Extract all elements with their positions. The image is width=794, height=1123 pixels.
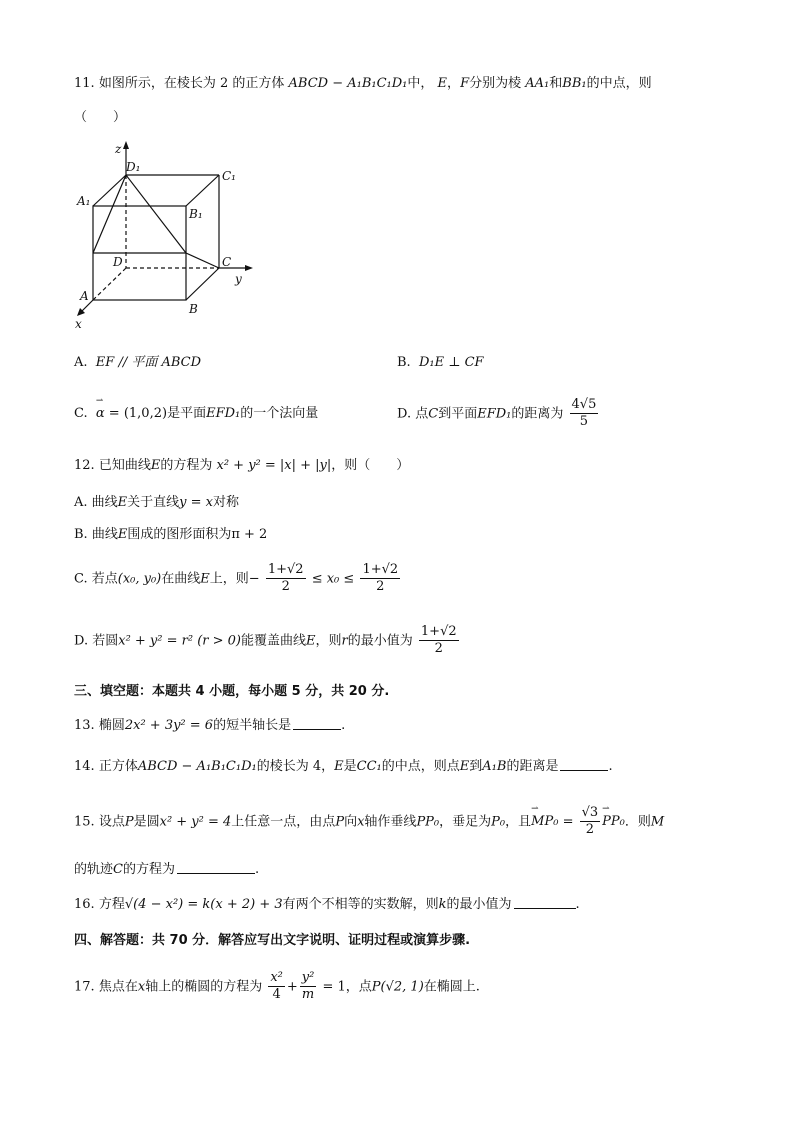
q12-e: E	[150, 458, 161, 473]
q12-d-num: 1+√2	[419, 624, 459, 641]
q15-text-7: ，且	[505, 814, 532, 830]
label-b1: B₁	[189, 207, 203, 221]
option-d-text-3: 的距离为	[511, 406, 564, 422]
q17-f1-num: x²	[268, 970, 285, 987]
label-a1: A₁	[77, 194, 91, 208]
q17	[74, 970, 480, 1004]
q14-end: .	[608, 759, 613, 774]
q16-number: 16.	[74, 897, 95, 912]
option-b-label: B.	[397, 355, 411, 370]
q14-text-4: 的中点，则点	[381, 759, 460, 774]
q12-b-value: π + 2	[231, 527, 268, 542]
label-z: z	[115, 142, 122, 156]
q13-text-1: 椭圆	[98, 718, 125, 733]
q14-text-5: 到	[469, 759, 483, 774]
q12-b-text: B. 曲线	[74, 527, 118, 542]
q13-number: 13.	[74, 718, 95, 733]
q12-b-e: E	[117, 527, 128, 542]
q12-a-text-3: 对称	[213, 495, 240, 510]
q16-end: .	[575, 897, 580, 912]
q17-text-2: 轴上的椭圆的方程为	[145, 979, 263, 995]
q11-cube: ABCD − A₁B₁C₁D₁	[288, 76, 408, 91]
q12-option-d	[74, 624, 461, 658]
section-4-heading: 四、解答题：共 70 分．解答应写出文字说明、证明过程或演算步骤.	[74, 933, 471, 948]
q11-paren: （ ）	[74, 110, 127, 125]
q14-number: 14.	[74, 759, 95, 774]
q15-mp0-vector: ⇀ MP₀	[531, 814, 558, 830]
q12-text-1: 已知曲线	[98, 458, 151, 473]
q17-text-1: 焦点在	[98, 979, 138, 995]
q12-d-text-2: 能覆盖曲线	[241, 633, 307, 649]
q11-option-b	[397, 355, 484, 371]
q12-stem	[74, 458, 409, 474]
q12-c-num-2: 1+√2	[360, 562, 400, 579]
option-d-text-2: 到平面	[438, 406, 478, 422]
cube-figure	[70, 138, 260, 334]
q14-text-3: 是	[343, 759, 357, 774]
q12-a-text-2: 关于直线	[127, 495, 180, 510]
q15-p: P	[124, 814, 134, 830]
label-c1: C₁	[222, 169, 236, 183]
label-a: A	[80, 289, 89, 303]
q12-a-line: y = x	[179, 495, 214, 510]
q12-c-middle: ≤ x₀ ≤	[311, 571, 355, 587]
q12-d-fraction	[419, 624, 459, 658]
option-c-label: C.	[74, 406, 88, 421]
q14-text-1: 正方体	[98, 759, 138, 774]
z-arrow-icon	[123, 141, 129, 149]
option-d-den: 5	[579, 414, 589, 430]
q14-cc1: CC₁	[356, 759, 382, 774]
q13-end: .	[341, 718, 346, 733]
q15-equation: x² + y² = 4	[159, 814, 232, 830]
label-d: D	[113, 255, 123, 269]
option-a-text: EF // 平面	[95, 355, 158, 370]
q12-option-c	[74, 562, 402, 596]
option-c-vector: = (1,0,2)	[104, 406, 168, 421]
q14-e2: E	[459, 759, 470, 774]
q15-equals: =	[558, 814, 578, 830]
q17-f1-den: 4	[272, 987, 281, 1003]
label-d1: D₁	[126, 160, 141, 174]
q17-number: 17.	[74, 979, 95, 995]
q15-frac-num: √3	[580, 805, 601, 822]
q12-equation: x² + y² = |x| + |y|	[216, 458, 332, 473]
q12-text-3: ，则（ ）	[331, 458, 410, 473]
q14-text-6: 的距离是	[506, 759, 559, 774]
q11-text-3: 分别为棱	[469, 76, 522, 91]
q12-d-text: D. 若圆	[74, 633, 119, 649]
q11-and: 和	[549, 76, 563, 91]
q16-text-2: 有两个不相等的实数解，则	[282, 897, 439, 912]
section-3-heading: 三、填空题：本题共 4 小题，每小题 5 分，共 20 分.	[74, 684, 390, 699]
q15-text-2: 是圆	[133, 814, 160, 830]
q16	[74, 896, 580, 913]
q15-text-4: 向	[344, 814, 358, 830]
option-c-plane: EFD₁	[206, 406, 241, 421]
label-x: x	[75, 317, 82, 331]
q12-d-den: 2	[434, 641, 443, 657]
q12-d-equation: x² + y² = r² (r > 0)	[118, 633, 241, 649]
option-d-num: 4√5	[570, 397, 599, 414]
q11-text-2: 中，	[407, 76, 434, 91]
q16-text-1: 方程	[98, 897, 125, 912]
q17-x: x	[137, 979, 146, 995]
q14	[74, 758, 613, 775]
q13-equation: 2x² + 3y² = 6	[124, 718, 214, 733]
q17-point: P(√2, 1)	[371, 979, 424, 995]
option-d-fraction	[570, 397, 599, 431]
q12-option-a	[74, 495, 239, 511]
q15-line2-text-1: 的轨迹	[74, 862, 114, 877]
q15-line2-text-2: 的方程为	[122, 862, 175, 877]
q15-pp0-vector: ⇀ PP₀	[602, 814, 625, 830]
q15-answer-blank[interactable]	[177, 861, 255, 874]
q11-text-1: 如图所示，在棱长为 2 的正方体	[98, 76, 285, 91]
q15-frac-den: 2	[585, 822, 595, 838]
label-b: B	[189, 302, 198, 316]
q12-number: 12.	[74, 458, 95, 473]
q12-d-e: E	[306, 633, 316, 649]
option-d-c: C	[428, 406, 439, 422]
q12-b-text-2: 围成的图形面积为	[127, 527, 232, 542]
q11-bb1: BB₁	[562, 76, 587, 91]
q12-c-num-1: 1+√2	[266, 562, 306, 579]
q15-number: 15.	[74, 814, 95, 830]
q16-equation: √(4 − x²) = k(x + 2) + 3	[124, 897, 283, 912]
q15	[74, 805, 664, 839]
q12-c-minus: −	[248, 571, 260, 587]
q15-text-6: ，垂足为	[439, 814, 492, 830]
q15-p2: P	[335, 814, 345, 830]
q11-number: 11.	[74, 76, 95, 91]
q15-line-2	[74, 861, 259, 878]
q17-plus: +	[286, 979, 298, 995]
q15-c: C	[113, 862, 123, 877]
option-c-alpha: ⇀ α	[96, 406, 105, 422]
option-c-text: 是平面	[167, 406, 207, 421]
q14-answer-blank[interactable]	[560, 758, 608, 771]
q11-option-a	[74, 355, 201, 371]
q16-answer-blank[interactable]	[514, 896, 576, 909]
q14-cube: ABCD − A₁B₁C₁D₁	[137, 759, 257, 774]
q14-e: E	[334, 759, 344, 774]
label-y: y	[235, 272, 242, 286]
q12-text-2: 的方程为	[160, 458, 213, 473]
option-d-text-1: 点	[415, 406, 429, 422]
q11-option-d	[397, 397, 600, 431]
q12-d-text-3: ，则	[315, 633, 342, 649]
option-d-plane: EFD₁	[477, 406, 512, 422]
y-arrow-icon	[245, 265, 253, 271]
q14-text-2: 的棱长为 4，	[256, 759, 335, 774]
q11-stem	[74, 76, 652, 92]
q12-c-text: C. 若点	[74, 571, 118, 587]
q12-c-text-3: 上，则	[209, 571, 249, 587]
q12-a-text: A. 曲线	[74, 495, 118, 510]
option-a-plane: ABCD	[161, 355, 202, 370]
q17-text-3: 在椭圆上.	[423, 979, 480, 995]
q14-a1b: A₁B	[482, 759, 507, 774]
q13-answer-blank[interactable]	[293, 717, 341, 730]
q12-c-fraction-2	[360, 562, 400, 596]
q12-c-text-2: 在曲线	[161, 571, 201, 587]
q15-text-1: 设点	[98, 814, 125, 830]
label-c: C	[222, 255, 232, 269]
q15-text-5: 轴作垂线	[364, 814, 417, 830]
q15-x: x	[357, 814, 365, 830]
q11-aa1: AA₁	[525, 76, 550, 91]
q15-p0: P₀	[491, 814, 506, 830]
q15-end: .	[254, 862, 260, 877]
q13-text-2: 的短半轴长是	[213, 718, 292, 733]
q11-text-4: 的中点，则	[586, 76, 652, 91]
q15-m: M	[650, 814, 665, 830]
option-b-text: D₁E ⊥ CF	[418, 355, 484, 370]
q15-text-3: 上任意一点，由点	[231, 814, 336, 830]
q17-fraction-2	[300, 970, 317, 1004]
option-c-text-2: 的一个法向量	[240, 406, 319, 421]
q15-fraction	[580, 805, 601, 839]
q17-equals: = 1，点	[322, 979, 372, 995]
q11-option-c	[74, 406, 318, 422]
q12-c-e: E	[200, 571, 210, 587]
q13	[74, 717, 345, 734]
q11-e: E	[437, 76, 448, 91]
q11-f: F	[460, 76, 470, 91]
q12-c-den-2: 2	[376, 579, 385, 595]
q12-d-r: r	[341, 633, 348, 649]
q11-comma: ，	[447, 76, 461, 91]
q17-f2-num: y²	[300, 970, 317, 987]
q16-k: k	[438, 897, 447, 912]
q12-d-text-4: 的最小值为	[347, 633, 413, 649]
q12-c-point: (x₀, y₀)	[117, 571, 162, 587]
q12-c-fraction-1	[266, 562, 306, 596]
option-a-label: A.	[74, 355, 88, 370]
q12-option-b	[74, 527, 267, 543]
q12-a-e: E	[117, 495, 128, 510]
q12-c-den-1: 2	[281, 579, 290, 595]
q17-f2-den: m	[301, 987, 315, 1003]
q15-pp0: PP₀	[416, 814, 440, 830]
option-d-label: D.	[397, 406, 412, 422]
q15-text-8: ．则	[624, 814, 651, 830]
q16-text-3: 的最小值为	[446, 897, 512, 912]
q17-fraction-1	[268, 970, 285, 1004]
